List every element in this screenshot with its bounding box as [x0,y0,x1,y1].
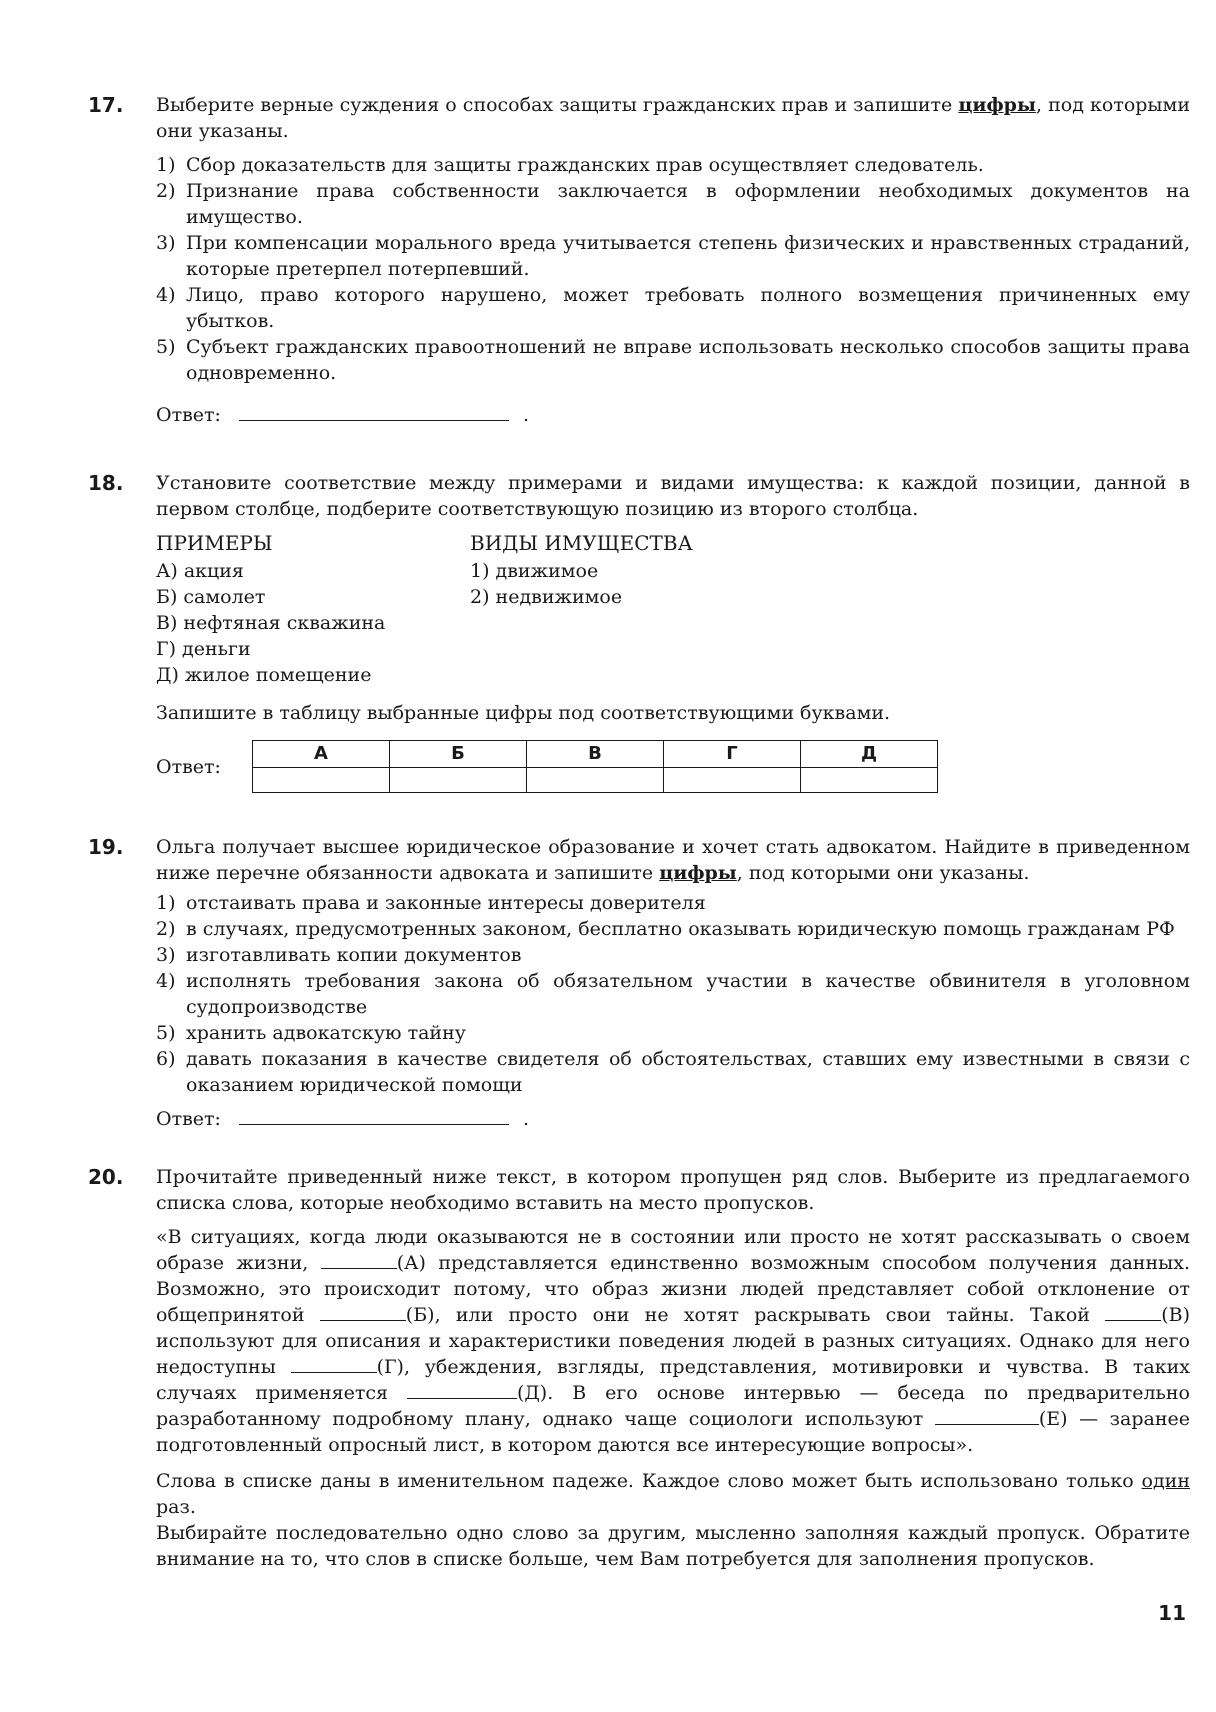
table-header-cell: Г [664,741,801,768]
list-item: 3) При компенсации морального вреда учитывается степень физических и нравственных страданий, которые претерпел потерпевший. [156,232,1190,280]
task-20 [88,1164,1190,1572]
gap-text: «В ситуациях, когда люди оказываются не в состоянии или просто не хотят рассказывать о своем образе жизни, (А) представляется единственно возможным способом получения данных. Возможно, это происходит потому, что образ жизни людей представляет собой отклонение от общепринятой (Б), или просто они не хотят раскрывать свои тайны. Такой (В) используют для описания и характеристики поведения людей в разных ситуациях. Однако для него недоступны (Г), убеждения, взгляды, представления, мотивировки и чувства. В таких случаях применяется (Д). В его основе интервью — беседа по предварительно разработанному подробному плану, однако чаще социологи используют (Е) — заранее подготовленный опросный лист, в котором даются все интересующие вопросы». [156,1226,1191,1456]
gap-blank[interactable] [935,1406,1039,1425]
list-item: 4) исполнять требования закона об обязательном участии в качестве обвинителя в уголовном судопроизводстве [156,970,1190,1018]
options-list [156,152,1190,386]
answer-table-row [156,740,1190,793]
gap-blank[interactable] [407,1380,517,1399]
emphasis-word: один [1141,1470,1190,1492]
table-header-cell: Б [390,741,527,768]
list-item: 1) движимое [470,560,599,582]
task-intro: Ольга получает высшее юридическое образование и хочет стать адвокатом. Найдите в приведенном ниже перечне обязанности адвоката и запишите цифры, под которыми они указаны. [156,836,1190,884]
list-item: В) нефтяная скважина [156,612,386,634]
answer-cell[interactable] [253,768,390,793]
answer-table [252,740,938,793]
instruction-note: Выбирайте последовательно одно слово за другим, мысленно заполняя каждый пропуск. Обратите внимание на то, что слов в списке больше, чем Вам потребуется для заполнения пропусков. [156,1522,1190,1570]
emphasis-word: цифры [659,862,737,884]
answer-cell[interactable] [801,768,938,793]
list-item: 4) Лицо, право которого нарушено, может требовать полного возмещения причиненных ему убытков. [156,284,1190,332]
list-item: 5) хранить адвокатскую тайну [156,1022,466,1044]
list-item: 2) в случаях, предусмотренных законом, бесплатно оказывать юридическую помощь гражданам РФ [156,918,1175,940]
list-item: Д) жилое помещение [156,664,372,686]
answer-label: Ответ: [156,1108,221,1130]
table-header-cell: Д [801,741,938,768]
list-item: 6) давать показания в качестве свидетеля об обстоятельствах, ставших ему известными в связи с оказанием юридической помощи [156,1048,1190,1096]
emphasis-word: цифры [958,94,1036,116]
list-item: 1) Сбор доказательств для защиты гражданских прав осуществляет следователь. [156,154,984,176]
gap-blank[interactable] [1105,1302,1161,1321]
answer-line: Ответ: . [156,1104,1190,1132]
list-item: Г) деньги [156,638,251,660]
answer-cell[interactable] [664,768,801,793]
task-number: 17. [88,93,124,117]
examples-column [156,530,470,688]
answer-field[interactable] [239,1104,509,1125]
list-item: 5) Субъект гражданских правоотношений не вправе использовать несколько способов защиты права одновременно. [156,336,1190,384]
answer-cell[interactable] [390,768,527,793]
table-instruction: Запишите в таблицу выбранные цифры под соответствующими буквами. [156,702,891,724]
list-item: Б) самолет [156,586,266,608]
list-item: 3) изготавливать копии документов [156,944,522,966]
answer-label: Ответ: [156,404,221,426]
column-heading: ПРИМЕРЫ [156,531,273,555]
table-header-cell: А [253,741,390,768]
matching-columns [156,530,1190,688]
list-item: 2) Признание права собственности заключается в оформлении необходимых документов на имущество. [156,180,1190,228]
list-item: А) акция [156,560,244,582]
list-item: 2) недвижимое [470,586,623,608]
options-list [156,890,1190,1098]
task-19 [88,834,1190,1132]
gap-blank[interactable] [291,1354,377,1373]
answer-cell[interactable] [527,768,664,793]
page-number: 11 [1158,1601,1186,1625]
gap-blank[interactable] [321,1250,397,1269]
list-item: 1) отстаивать права и законные интересы доверителя [156,892,706,914]
types-column [470,530,790,688]
task-17 [88,92,1190,428]
answer-field[interactable] [239,400,509,421]
column-heading: ВИДЫ ИМУЩЕСТВА [470,531,693,555]
task-intro: Прочитайте приведенный ниже текст, в котором пропущен ряд слов. Выберите из предлагаемого списка слова, которые необходимо вставить на место пропусков. [156,1166,1190,1214]
answer-label: Ответ: [156,755,221,778]
instruction-note: Слова в списке даны в именительном падеже. Каждое слово может быть использовано только один раз. [156,1470,1190,1518]
table-header-cell: В [527,741,664,768]
task-number: 20. [88,1165,124,1189]
task-number: 19. [88,835,124,859]
task-intro: Установите соответствие между примерами и видами имущества: к каждой позиции, данной в первом столбце, подберите соответствующую позицию из второго столбца. [156,472,1190,520]
gap-blank[interactable] [320,1302,406,1321]
task-intro: Выберите верные суждения о способах защиты гражданских прав и запишите цифры, под которыми они указаны. [156,94,1190,142]
answer-line: Ответ: . [156,400,1190,428]
task-number: 18. [88,471,124,495]
task-18 [88,470,1190,793]
